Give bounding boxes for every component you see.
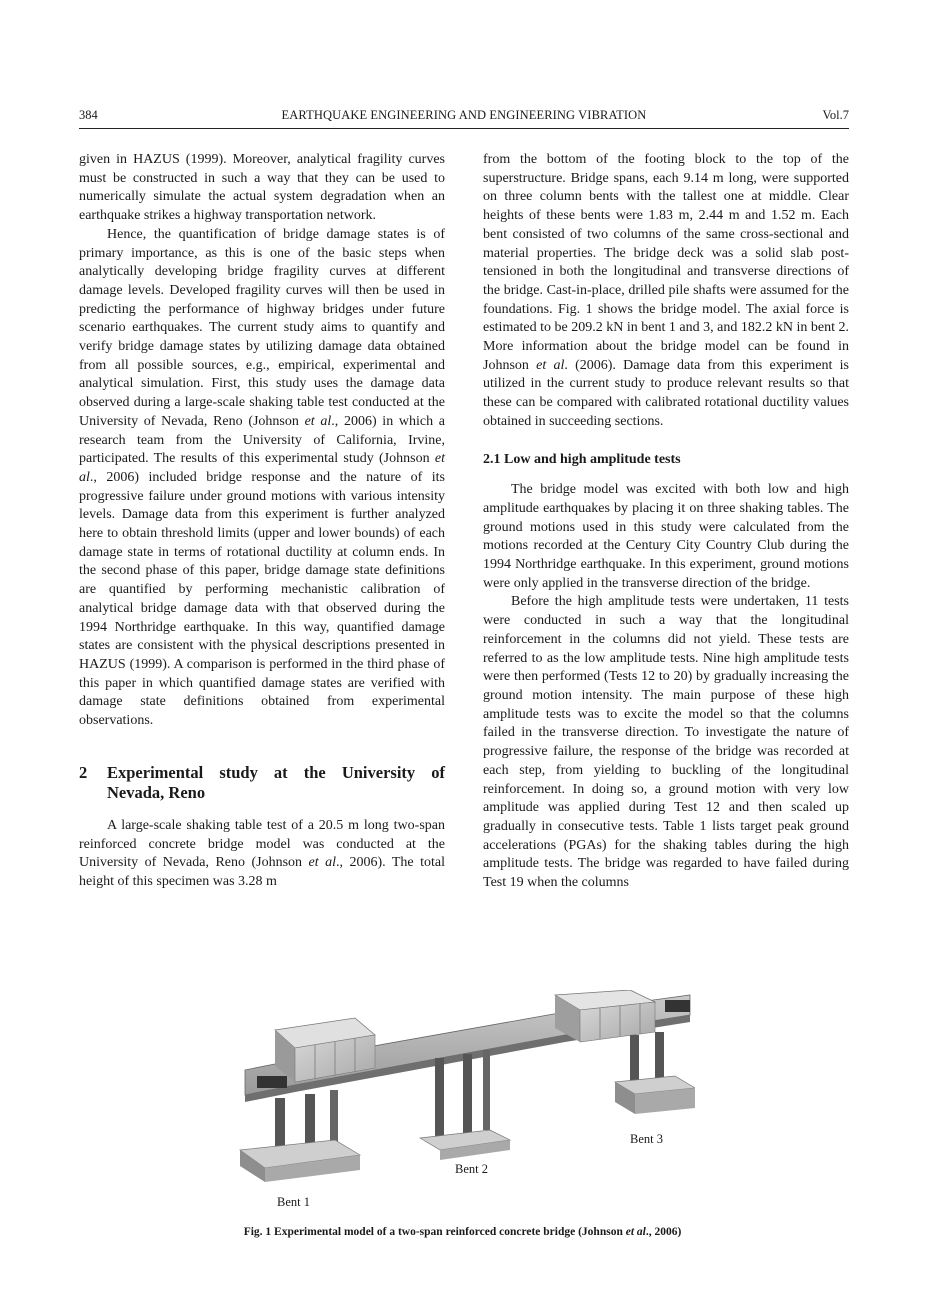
bent-1-columns — [240, 1090, 360, 1182]
paragraph: from the bottom of the footing block to the top of the superstructure. Bridge spans, each 9.14 m long, were supported on three column bents with the tallest one at middle. Clear heights of these bents were 1.83 m, 2.44 m and 1.52 m. Each bent consisted of two columns of the same cross-sectional and material properties. The bridge deck was a solid slab post-tensioned in both the longitudinal and transverse directions of the bridge. Cast-in-place, drilled pile shafts were assumed for the foundations. Fig. 1 shows the bridge model. The axial force is estimated to be 209.2 kN in bent 1 and 3, and 182.2 kN in bent 2. More information about the bridge model can be found in Johnson et al. (2006). Damage data from this experiment is utilized in the current study to produce relevant results so that these can be compared with calibrated rotational ductility values obtained in succeeding sections. — [483, 152, 849, 429]
bridge-model-figure — [235, 990, 695, 1209]
section-heading — [79, 763, 445, 803]
subsection-heading: 2.1 Low and high amplitude tests — [483, 451, 681, 467]
section-number: 2 — [79, 762, 88, 782]
journal-title: EARTHQUAKE ENGINEERING AND ENGINEERING VIBRATION — [281, 108, 647, 122]
paragraph: Before the high amplitude tests were undertaken, 11 tests were conducted in such a way that the longitudinal reinforcement in the columns did not yield. These tests are referred to as the low amplitude tests. Nine high amplitude tests were then performed (Tests 12 to 20) by gradually increasing the ground motion intensity. The main purpose of these high amplitude tests was to excite the model so that the columns failed in the transverse direction. To investigate the nature of progressive failure, the response of the bridge was recorded at each step, from yielding to buckling of the longitudinal reinforcement. In doing so, a ground motion with very low amplitude was applied during Test 12 and then scaled up gradually in consecutive tests. Table 1 lists target peak ground accelerations (PGAs) for the shaking tables during the high amplitude tests. The bridge was regarded to have failed during Test 19 when the columns — [483, 594, 849, 891]
paragraph: given in HAZUS (1999). Moreover, analytical fragility curves must be constructed in such a way that they can be used to numerically simulate the actual system degradation when an earthquake strikes a highway transportation network. — [79, 152, 445, 224]
bent-2-columns — [420, 1050, 510, 1160]
paragraph: The bridge model was excited with both low and high amplitude earthquakes by placing it on three shaking tables. The ground motions used in this study were calculated from the motions recorded at the Century City Country Club during the 1994 Northridge earthquake. In this experiment, ground motions were only applied in the transverse direction of the bridge. — [483, 482, 849, 591]
running-header — [79, 106, 849, 129]
right-column — [483, 151, 849, 893]
label-bent-3: Bent 3 — [630, 1132, 663, 1146]
label-bent-1: Bent 1 — [277, 1195, 310, 1209]
bent-3-columns — [615, 1032, 695, 1114]
section-title: Experimental study at the University of Nevada, Reno — [107, 762, 445, 802]
page-number: 384 — [79, 108, 98, 122]
volume-label: Vol.7 — [822, 108, 849, 122]
paragraph: Hence, the quantification of bridge damage states is of primary importance, as this is one of the basic steps when analytically developing bridge fragility curves at different damage levels. Developed fragility curves will then be used in predicting the performance of highway bridges under future scenario earthquakes. The current study aims to quantify and verify bridge damage states by utilizing damage data obtained from all possible sources, e.g., empirical, experimental and analytical simulation. First, this study uses the damage data observed during a large-scale shaking table test conducted at the University of Nevada, Reno (Johnson et al., 2006) in which a research team from the University of California, Irvine, participated. The results of this experimental study (Johnson et al., 2006) included bridge response and the nature of its progressive failure under ground motions with various intensity levels. Damage data from this experiment is further analyzed here to obtain threshold limits (upper and lower bounds) of each damage state in terms of rotational ductility at column ends. In the second phase of this paper, bridge damage state definitions are quantified by performing mechanistic calibration of analytical bridge damage data with that observed during the 1994 Northridge earthquake. In this way, quantified damage states are consistent with the physical descriptions presented in HAZUS (1999). A comparison is performed in the third phase of this paper in which quantified damage states are verified with damage state definitions obtained from experimental observations. — [79, 226, 445, 729]
figure-caption: Fig. 1 Experimental model of a two-span reinforced concrete bridge (Johnson et al., 2006) — [243, 1226, 682, 1238]
paragraph: A large-scale shaking table test of a 20.5 m long two-span reinforced concrete bridge model was conducted at the University of Nevada, Reno (Johnson et al., 2006). The total height of this specimen was 3.28 m — [79, 817, 445, 889]
label-bent-2: Bent 2 — [455, 1162, 488, 1176]
left-column — [79, 151, 445, 892]
bridge-model-illustration — [235, 990, 695, 1190]
